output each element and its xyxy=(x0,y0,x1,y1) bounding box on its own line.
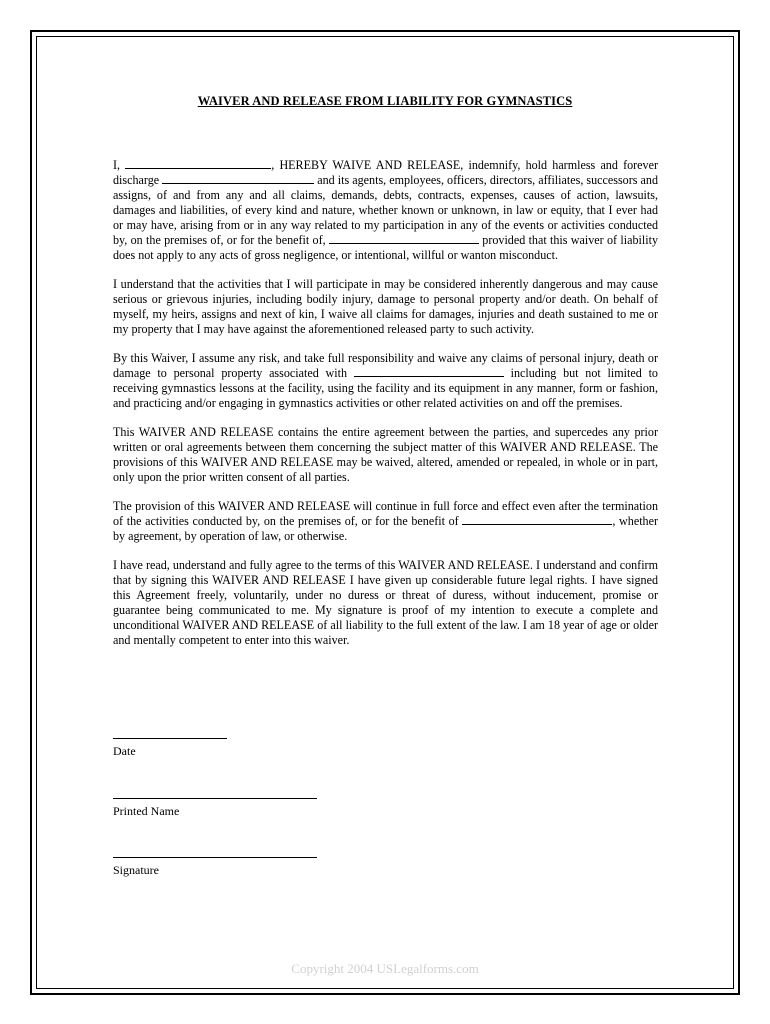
p1-text-2: , HEREBY WAIVE AND RELEASE, indemnify, hold harmless and forever discharge xyxy=(113,158,658,187)
paragraph-inherent-danger: I understand that the activities that I will participate in may be considered inherently dangerous and may cause serious or grievous injuries, including bodily injury, damage to personal property and/or death. On behalf of myself, my heirs, assigns and next of kin, I waive all claims for damages, injuries and death sustained to me or my property that I may have against the aforementioned released party to such activity. xyxy=(113,277,658,336)
released-party-blank[interactable] xyxy=(162,173,314,184)
p3-text-1: By this Waiver, I assume any risk, and take full responsibility and waive any claims of personal injury, death or damage to personal property associated with xyxy=(113,351,658,380)
printed-name-label: Printed Name xyxy=(113,804,180,818)
associated-party-blank[interactable] xyxy=(354,366,504,377)
date-line[interactable] xyxy=(113,738,227,739)
continuation-party-blank[interactable] xyxy=(462,514,612,525)
p1-text-1: I, xyxy=(113,158,126,172)
printed-name-field xyxy=(113,798,317,819)
p1-text-4: provided that this waiver of liability does not apply to any acts of gross negligence, or intentional, willful or wanton misconduct. xyxy=(113,233,658,262)
signature-line[interactable] xyxy=(113,857,317,858)
date-label: Date xyxy=(113,744,136,758)
document-body xyxy=(113,158,658,662)
date-field xyxy=(113,738,227,759)
paragraph-assume-risk xyxy=(113,351,658,411)
participant-name-blank[interactable] xyxy=(125,158,271,169)
printed-name-line[interactable] xyxy=(113,798,317,799)
paragraph-acknowledgement: I have read, understand and fully agree to the terms of this WAIVER AND RELEASE. I understand and confirm that by signing this WAIVER AND RELEASE I have given up considerable future legal rights. I have signed this Agreement freely, voluntarily, under no duress or threat of duress, without inducement, promise or guarantee being communicated to me. My signature is proof of my intention to execute a complete and unconditional WAIVER AND RELEASE of all liability to the full extent of the law. I am 18 year of age or older and mentally competent to enter into this waiver. xyxy=(113,558,658,647)
p5-text-2: , whether by agreement, by operation of law, or otherwise. xyxy=(113,514,658,543)
document-title: WAIVER AND RELEASE FROM LIABILITY FOR GYMNASTICS xyxy=(197,94,573,108)
paragraph-entire-agreement: This WAIVER AND RELEASE contains the entire agreement between the parties, and supercedes any prior written or oral agreements between them concerning the subject matter of this WAIVER AND RELEASE. The provisions of this WAIVER AND RELEASE may be waived, altered, amended or repealed, in whole or in part, only upon the prior written consent of all parties. xyxy=(113,425,658,484)
signature-field xyxy=(113,857,317,878)
copyright-watermark: Copyright 2004 USLegalforms.com xyxy=(291,961,479,976)
signature-label: Signature xyxy=(113,863,159,877)
p1-text-3: and its agents, employees, officers, directors, affiliates, successors and assigns, of and from any and all claims, demands, debts, contracts, expenses, causes of action, lawsuits, damages and liabilities, of every kind and nature, whether known or unknown, in law or equity, that I ever had or may have, arising from or in any way related to my participation in any of the events or activities conducted by, on the premises of, or for the benefit of, xyxy=(113,173,658,247)
paragraph-continuation xyxy=(113,499,658,544)
paragraph-release xyxy=(113,158,658,263)
p5-text-1: The provision of this WAIVER AND RELEASE will continue in full force and effect even after the termination of the activities conducted by, on the premises of, or for the benefit of xyxy=(113,499,658,528)
p3-text-2: including but not limited to receiving gymnastics lessons at the facility, using the facility and its equipment in any manner, form or fashion, and practicing and/or engaging in gymnastics activities or other related activities on and off the premises. xyxy=(113,366,658,410)
benefit-party-blank[interactable] xyxy=(329,233,479,244)
